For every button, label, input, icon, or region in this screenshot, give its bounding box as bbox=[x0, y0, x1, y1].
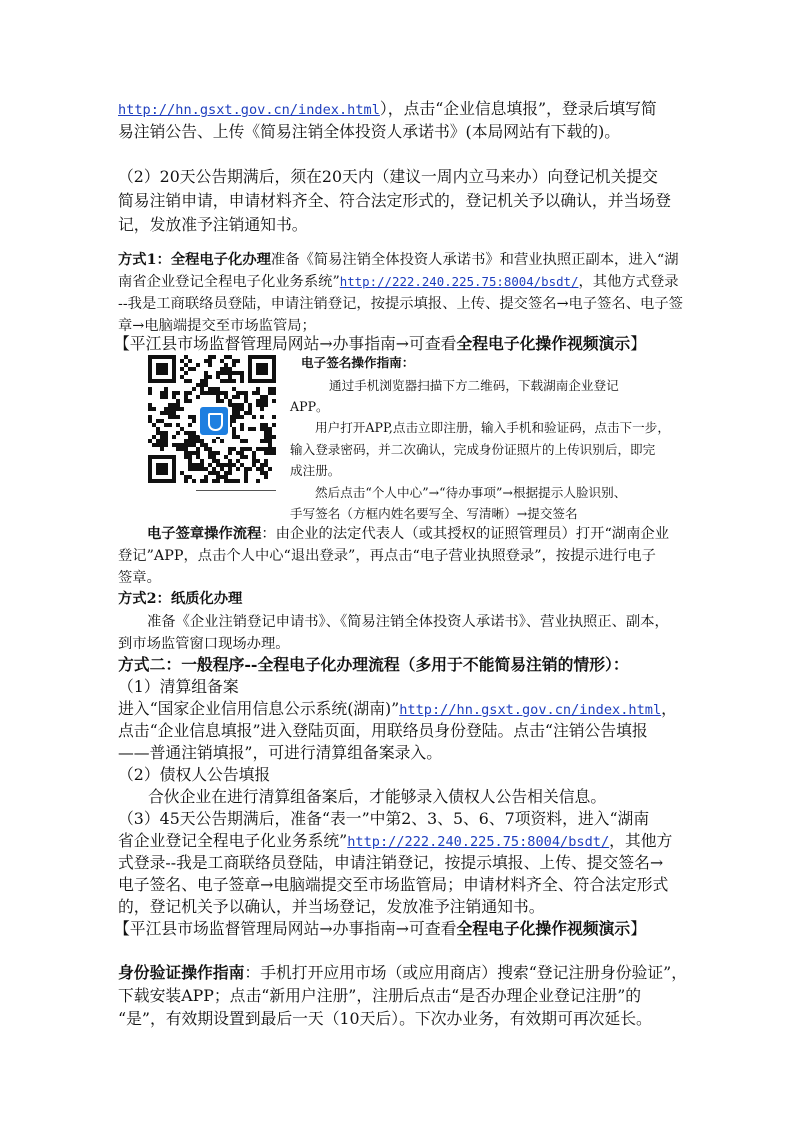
line-20: 点击“企业信息填报”进入登陆页面，用联络员身份登陆。点击“注销公告填报 bbox=[118, 721, 648, 740]
line-3: （2）20天公告期满后，须在20天内（建议一周内立马来办）向登记机关提交 bbox=[118, 167, 658, 186]
line-9: 章→电脑端提交至市场监管局； bbox=[118, 318, 316, 334]
line-21: ——普通注销填报”，可进行清算组备案录入。 bbox=[118, 743, 443, 762]
line-15: 准备《企业注销登记申请书》、《简易注销全体投资人承诺书》、营业执照正、副本， bbox=[147, 614, 669, 630]
line-32: “是”，有效期设置到最后一天（10天后）。下次办业务，有效期可再次延长。 bbox=[118, 1009, 652, 1028]
esign-step-3b: 手写签名（方框内姓名要写全、写清晰）→提交签名 bbox=[290, 506, 578, 521]
gsxt-link-2[interactable]: http://hn.gsxt.gov.cn/index.html bbox=[399, 702, 662, 718]
website-guide-2[interactable]: 【平江县市场监督管理局网站→办事指南→可查看全程电子化操作视频演示】 bbox=[114, 919, 647, 938]
qr-code bbox=[148, 355, 276, 483]
esign-step-2c: 成注册。 bbox=[290, 463, 341, 478]
line-1: http://hn.gsxt.gov.cn/index.html），点击“企业信息填报”，登录后填写简 bbox=[118, 99, 657, 118]
method1-heading: 方式1：全程电子化办理准备《简易注销全体投资人承诺书》和营业执照正副本，进入“湖 bbox=[118, 252, 679, 268]
qr-underline bbox=[196, 490, 276, 491]
seal-guide: 电子签章操作流程：由企业的法定代表人（或其授权的证照管理员）打开“湖南企业 bbox=[147, 526, 669, 542]
line-4: 简易注销申请，申请材料齐全、符合法定形式的，登记机关予以确认，并当场登 bbox=[118, 191, 671, 210]
line-5: 记，发放准予注销通知书。 bbox=[118, 215, 308, 234]
esign-step-1b: APP。 bbox=[290, 399, 329, 414]
bsdt-link-2[interactable]: http://222.240.225.75:8004/bsdt/ bbox=[347, 834, 610, 850]
esign-step-3: 然后点击“个人中心”→“待办事项”→根据提示人脸识别、 bbox=[315, 485, 627, 500]
line-24: （3）45天公告期满后，准备“表一”中第2、3、5、6、7项资料，进入“湖南 bbox=[118, 809, 650, 828]
website-guide-1[interactable]: 【平江县市场监督管理局网站→办事指南→可查看全程电子化操作视频演示】 bbox=[114, 334, 647, 353]
line-27: 电子签名、电子签章→电脑端提交至市场监管局；申请材料齐全、符合法定形式 bbox=[118, 875, 669, 894]
step-liquidation: （1）清算组备案 bbox=[118, 677, 239, 696]
line-2: 易注销公告、上传《简易注销全体投资人承诺书》(本局网站有下载的)。 bbox=[118, 122, 621, 141]
line-31: 下载安装APP；点击“新用户注册”，注册后点击“是否办理企业登记注册”的 bbox=[118, 986, 642, 1005]
shield-icon bbox=[198, 405, 230, 437]
line-8: --我是工商联络员登陆，申请注销登记，按提示填报、上传、提交签名→电子签名、电子签 bbox=[118, 296, 683, 312]
line-25: 省企业登记全程电子化业务系统”http://222.240.225.75:8004/bsdt/，其他方 bbox=[118, 831, 673, 850]
line-13: 签章。 bbox=[118, 570, 161, 586]
esign-step-2: 用户打开APP,点击立即注册，输入手机和验证码，点击下一步， bbox=[315, 420, 670, 435]
bsdt-link[interactable]: http://222.240.225.75:8004/bsdt/ bbox=[339, 274, 579, 289]
line-28: 的，登记机关予以确认，并当场登记，发放准予注销通知书。 bbox=[118, 897, 545, 916]
general-procedure-heading: 方式二：一般程序--全程电子化办理流程（多用于不能简易注销的情形）： bbox=[118, 655, 629, 674]
id-verify-guide: 身份验证操作指南：手机打开应用市场（或应用商店）搜索“登记注册身份验证”， bbox=[118, 963, 688, 982]
esign-guide-title: 电子签名操作指南： bbox=[301, 355, 415, 370]
method2-heading: 方式2：纸质化办理 bbox=[118, 591, 243, 607]
esign-step-1: 通过手机浏览器扫描下方二维码，下载湖南企业登记 bbox=[329, 378, 619, 393]
line-16: 到市场监管窗口现场办理。 bbox=[118, 636, 290, 652]
line-19: 进入“国家企业信用信息公示系统(湖南)”http://hn.gsxt.gov.cn/index.html， bbox=[118, 699, 677, 718]
gsxt-link[interactable]: http://hn.gsxt.gov.cn/index.html bbox=[118, 102, 380, 118]
line-26: 式登录--我是工商联络员登陆，申请注销登记，按提示填报、上传、提交签名→ bbox=[118, 853, 664, 872]
line-12: 登记”APP，点击个人中心“退出登录”，再点击“电子营业执照登录”，按提示进行电子 bbox=[118, 548, 656, 564]
line-23: 合伙企业在进行清算组备案后，才能够录入债权人公告相关信息。 bbox=[148, 787, 607, 806]
step-creditor: （2）债权人公告填报 bbox=[118, 765, 271, 784]
esign-step-2b: 输入登录密码，并二次确认，完成身份证照片的上传识别后，即完 bbox=[290, 442, 656, 457]
line-7: 南省企业登记全程电子化业务系统”http://222.240.225.75:8004/bsdt/，其他方式登录 bbox=[118, 274, 679, 290]
